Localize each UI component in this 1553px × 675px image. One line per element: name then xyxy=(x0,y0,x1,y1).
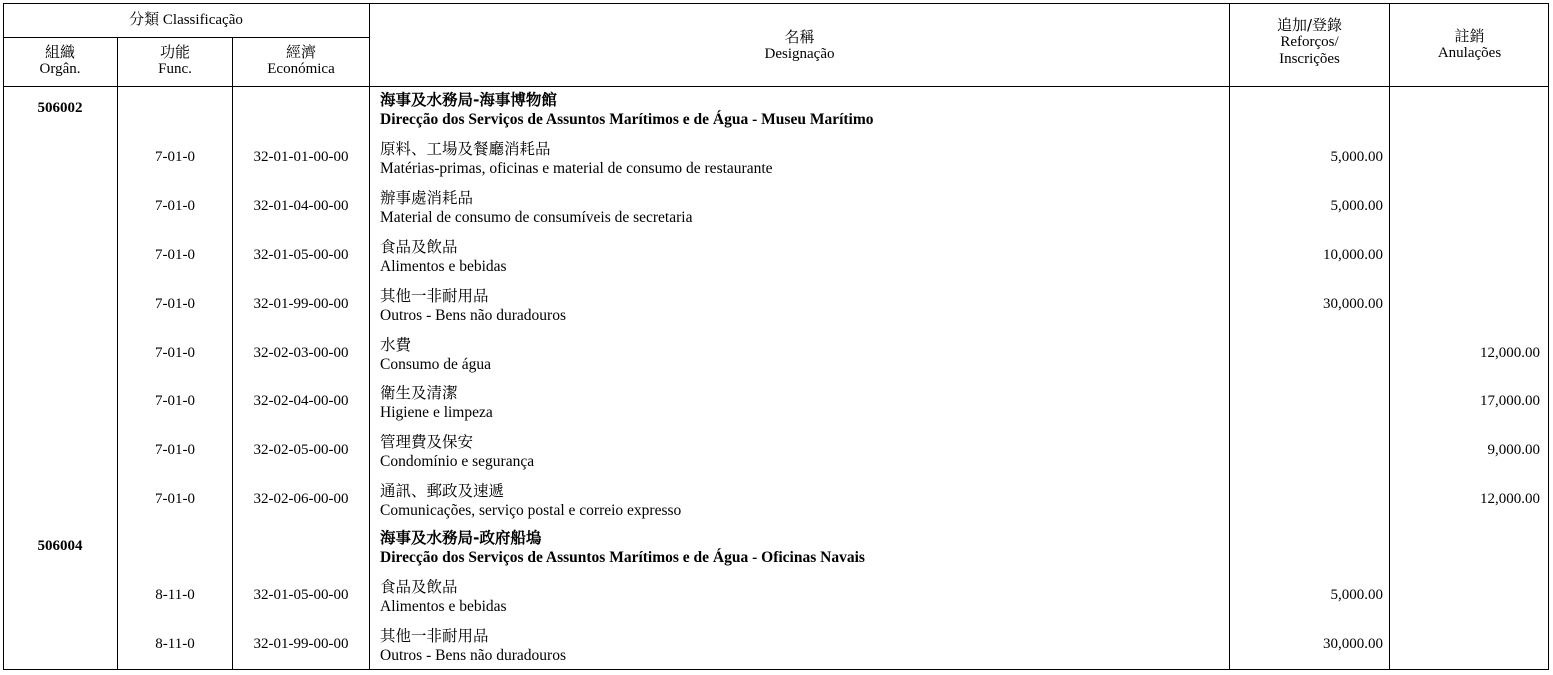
designation-zh: 辦事處消耗品 xyxy=(380,189,474,207)
designation-pt: Comunicações, serviço postal e correio expresso xyxy=(380,502,682,519)
header-organ-pt: Orgân. xyxy=(39,61,81,77)
organ-code: 506004 xyxy=(37,538,83,554)
header-econ-pt: Económica xyxy=(267,61,335,77)
designation xyxy=(380,237,1220,276)
designation-zh: 海事及水務局-海事博物館 xyxy=(380,91,557,109)
header-designation xyxy=(370,29,1229,63)
func-code: 7-01-0 xyxy=(155,442,195,458)
econ-code: 32-02-05-00-00 xyxy=(253,442,349,458)
anulacoes-amount: 12,000.00 xyxy=(1480,491,1540,507)
divider-ref-anu xyxy=(1389,3,1390,670)
designation-pt: Consumo de água xyxy=(380,356,492,373)
divider-header-body xyxy=(3,86,1549,87)
econ-code: 32-01-99-00-00 xyxy=(253,296,349,312)
header-func-pt: Func. xyxy=(158,61,192,77)
designation-zh: 食品及飲品 xyxy=(380,238,458,256)
header-anulacoes-pt: Anulações xyxy=(1437,45,1502,61)
anulacoes-amount: 12,000.00 xyxy=(1480,345,1540,361)
econ-code: 32-01-05-00-00 xyxy=(253,587,349,603)
designation-zh: 原料、工場及餐廳消耗品 xyxy=(380,140,551,158)
designation xyxy=(380,90,1220,129)
header-reforcos-pt2: Inscrições xyxy=(1279,51,1340,67)
func-code: 7-01-0 xyxy=(155,296,195,312)
designation-pt: Outros - Bens não duradouros xyxy=(380,307,566,324)
designation-pt: Direcção dos Serviços de Assuntos Marítimos e de Água - Oficinas Navais xyxy=(380,549,865,566)
designation-pt: Outros - Bens não duradouros xyxy=(380,647,566,664)
designation xyxy=(380,577,1220,616)
econ-code: 32-02-03-00-00 xyxy=(253,345,349,361)
reforcos-amount: 30,000.00 xyxy=(1323,636,1383,652)
designation-zh: 通訊、郵政及速遞 xyxy=(380,482,505,500)
designation-zh: 衛生及清潔 xyxy=(380,384,458,402)
designation xyxy=(380,432,1220,471)
func-code: 8-11-0 xyxy=(155,636,195,652)
designation-pt: Material de consumo de consumíveis de secretaria xyxy=(380,209,693,226)
designation-zh: 水費 xyxy=(380,336,412,354)
designation xyxy=(380,188,1220,227)
econ-code: 32-01-05-00-00 xyxy=(253,247,349,263)
designation-zh: 食品及飲品 xyxy=(380,578,458,596)
header-reforcos-pt1: Reforços/ xyxy=(1280,34,1339,50)
designation-pt: Higiene e limpeza xyxy=(380,404,493,421)
header-anulacoes xyxy=(1390,28,1549,62)
func-code: 7-01-0 xyxy=(155,247,195,263)
header-organ-zh: 組織 xyxy=(44,43,75,61)
anulacoes-amount: 9,000.00 xyxy=(1487,442,1540,458)
reforcos-amount: 30,000.00 xyxy=(1323,296,1383,312)
divider-classification xyxy=(3,37,370,38)
header-func-zh: 功能 xyxy=(159,43,190,61)
header-designation-pt: Designação xyxy=(764,46,835,62)
func-code: 7-01-0 xyxy=(155,149,195,165)
header-classification-zh: 分類 xyxy=(129,10,160,28)
func-code: 7-01-0 xyxy=(155,491,195,507)
header-econ xyxy=(233,44,369,78)
header-reforcos-zh: 追加/登錄 xyxy=(1276,16,1343,34)
econ-code: 32-01-99-00-00 xyxy=(253,636,349,652)
header-anulacoes-zh: 註銷 xyxy=(1454,27,1485,45)
func-code: 8-11-0 xyxy=(155,587,195,603)
designation-zh: 其他一非耐用品 xyxy=(380,287,489,305)
designation-zh: 海事及水務局-政府船塢 xyxy=(380,529,542,547)
header-classification xyxy=(3,11,369,29)
econ-code: 32-02-04-00-00 xyxy=(253,393,349,409)
header-organ xyxy=(3,44,117,78)
func-code: 7-01-0 xyxy=(155,393,195,409)
header-classification-pt: Classificação xyxy=(162,12,243,28)
divider-econ-desig xyxy=(369,3,370,670)
designation xyxy=(380,383,1220,422)
designation-pt: Direcção dos Serviços de Assuntos Marítimos e de Água - Museu Marítimo xyxy=(380,111,874,128)
header-designation-zh: 名稱 xyxy=(784,28,815,46)
header-econ-zh: 經濟 xyxy=(285,43,316,61)
reforcos-amount: 10,000.00 xyxy=(1323,247,1383,263)
reforcos-amount: 5,000.00 xyxy=(1330,198,1383,214)
budget-table xyxy=(3,3,1549,670)
header-func xyxy=(118,44,232,78)
designation xyxy=(380,139,1220,178)
designation-pt: Alimentos e bebidas xyxy=(380,598,507,615)
designation-pt: Alimentos e bebidas xyxy=(380,258,507,275)
divider-desig-ref xyxy=(1229,3,1230,670)
econ-code: 32-02-06-00-00 xyxy=(253,491,349,507)
econ-code: 32-01-01-00-00 xyxy=(253,149,349,165)
func-code: 7-01-0 xyxy=(155,198,195,214)
designation xyxy=(380,528,1220,567)
designation-pt: Condomínio e segurança xyxy=(380,453,535,470)
anulacoes-amount: 17,000.00 xyxy=(1480,393,1540,409)
designation xyxy=(380,626,1220,665)
func-code: 7-01-0 xyxy=(155,345,195,361)
designation xyxy=(380,481,1220,520)
reforcos-amount: 5,000.00 xyxy=(1330,587,1383,603)
designation-pt: Matérias-primas, oficinas e material de consumo de restaurante xyxy=(380,160,773,177)
designation xyxy=(380,286,1220,325)
organ-code: 506002 xyxy=(37,100,83,116)
designation-zh: 其他一非耐用品 xyxy=(380,627,489,645)
reforcos-amount: 5,000.00 xyxy=(1330,149,1383,165)
designation-zh: 管理費及保安 xyxy=(380,433,474,451)
econ-code: 32-01-04-00-00 xyxy=(253,198,349,214)
header-reforcos xyxy=(1230,17,1389,68)
designation xyxy=(380,335,1220,374)
